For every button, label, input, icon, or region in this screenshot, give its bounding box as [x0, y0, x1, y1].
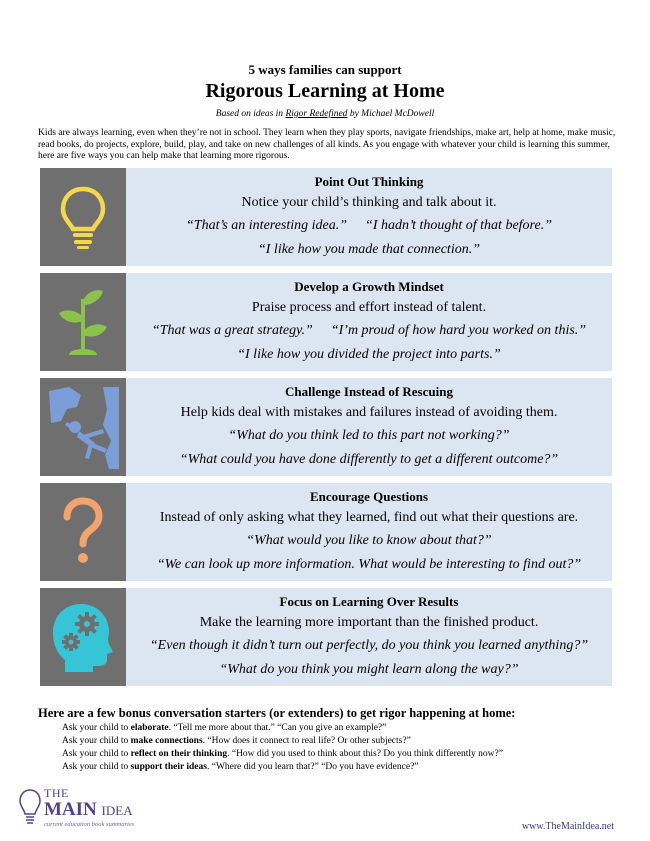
- section-title: Encourage Questions: [309, 489, 429, 504]
- section-point-out-thinking: [40, 168, 612, 266]
- section-icon-box: [40, 168, 126, 266]
- source-credit: [0, 108, 650, 120]
- example-quote: “That’s an interesting idea.”: [186, 218, 348, 233]
- section-body: Praise process and effort instead of talent.: [251, 300, 487, 315]
- list-item: Ask your child to reflect on their thinking. “How did you used to think about this? Do you think differently now?”: [62, 749, 503, 759]
- section-text-box: [126, 378, 612, 476]
- example-quote: “I like how you divided the project into parts.”: [237, 347, 501, 362]
- example-quotes: [126, 323, 612, 363]
- example-quote: “I hadn’t thought of that before.”: [365, 218, 552, 233]
- section-title: Challenge Instead of Rescuing: [285, 384, 453, 399]
- section-text-box: [126, 168, 612, 266]
- example-quote: “I like how you made that connection.”: [257, 242, 481, 257]
- section-title: Develop a Growth Mindset: [294, 279, 444, 294]
- section-icon-box: [40, 588, 126, 686]
- logo-lightbulb-icon: [18, 788, 42, 828]
- bonus-heading: Here are a few bonus conversation starters (or extenders) to get rigor happening at home:: [38, 706, 516, 720]
- example-quote: “I’m proud of how hard you worked on this.”: [330, 323, 587, 338]
- section-icon-box: [40, 273, 126, 371]
- page-title: Rigorous Learning at Home: [205, 80, 445, 102]
- example-quote: “Even though it didn’t turn out perfectly, do you think you learned anything?”: [149, 638, 589, 653]
- section-growth-mindset: [40, 273, 612, 371]
- example-quote: “We can look up more information. What would be interesting to find out?”: [156, 557, 582, 572]
- lightbulb-icon: [58, 184, 108, 250]
- header: [0, 62, 650, 120]
- example-quotes: [126, 428, 612, 468]
- website-url: www.TheMainIdea.net: [521, 821, 614, 832]
- example-quote: “That was a great strategy.”: [151, 323, 313, 338]
- example-quote: “What do you think led to this part not working?”: [228, 428, 510, 443]
- logo-idea: IDEA: [101, 803, 133, 818]
- section-learning-over-results: [40, 588, 612, 686]
- question-mark-icon: [59, 497, 107, 567]
- section-body: Make the learning more important than the finished product.: [199, 615, 539, 630]
- section-text-box: [126, 273, 612, 371]
- plant-sprout-icon: [55, 287, 111, 357]
- section-title: Focus on Learning Over Results: [279, 594, 459, 609]
- section-title: Point Out Thinking: [314, 174, 424, 189]
- section-text-box: [126, 588, 612, 686]
- section-icon-box: [40, 378, 126, 476]
- section-icon-box: [40, 483, 126, 581]
- source-prefix: Based on ideas in: [215, 109, 286, 119]
- logo-tagline: current education book summaries: [44, 821, 135, 828]
- section-text-box: [126, 483, 612, 581]
- kicker: 5 ways families can support: [248, 62, 402, 77]
- example-quote: “What would you like to know about that?”: [246, 533, 492, 548]
- section-body: Instead of only asking what they learned, find out what their questions are.: [159, 510, 579, 525]
- section-body: Notice your child’s thinking and talk about it.: [241, 195, 497, 210]
- example-quotes: [126, 218, 612, 258]
- main-idea-logo: [18, 784, 178, 834]
- logo-main: MAIN: [44, 799, 97, 820]
- source-author: by Michael McDowell: [347, 109, 435, 119]
- logo-the: THE: [44, 786, 69, 800]
- section-body: Help kids deal with mistakes and failures instead of avoiding them.: [180, 405, 558, 420]
- rock-climber-icon: [47, 385, 119, 469]
- section-encourage-questions: [40, 483, 612, 581]
- book-title: Rigor Redefined: [285, 109, 348, 119]
- section-challenge-instead-of-rescuing: [40, 378, 612, 476]
- logo-text: [44, 787, 134, 828]
- example-quote: “What could you have done differently to get a different outcome?”: [179, 452, 559, 467]
- list-item: Ask your child to make connections. “How does it connect to real life? Or other subjects?”: [62, 736, 411, 746]
- example-quote: “What do you think you might learn along the way?”: [219, 662, 519, 677]
- list-item: Ask your child to support their ideas. “Where did you learn that?” “Do you have evidence?”: [62, 762, 419, 772]
- example-quotes: [126, 638, 612, 678]
- bonus-tips-list: [62, 722, 632, 774]
- head-gears-icon: [51, 602, 115, 672]
- example-quotes: [126, 533, 612, 573]
- list-item: Ask your child to elaborate. “Tell me more about that.” “Can you give an example?”: [62, 723, 387, 733]
- intro-paragraph: Kids are always learning, even when they’re not in school. They learn when they play sports, navigate friendships, make art, help at home, make music, read books, do projects, explore, build, play, and take on new challenges of all kinds. As you engage with whatever your child is learning this summer, here are five ways you can help make that learning more rigorous.: [38, 128, 616, 161]
